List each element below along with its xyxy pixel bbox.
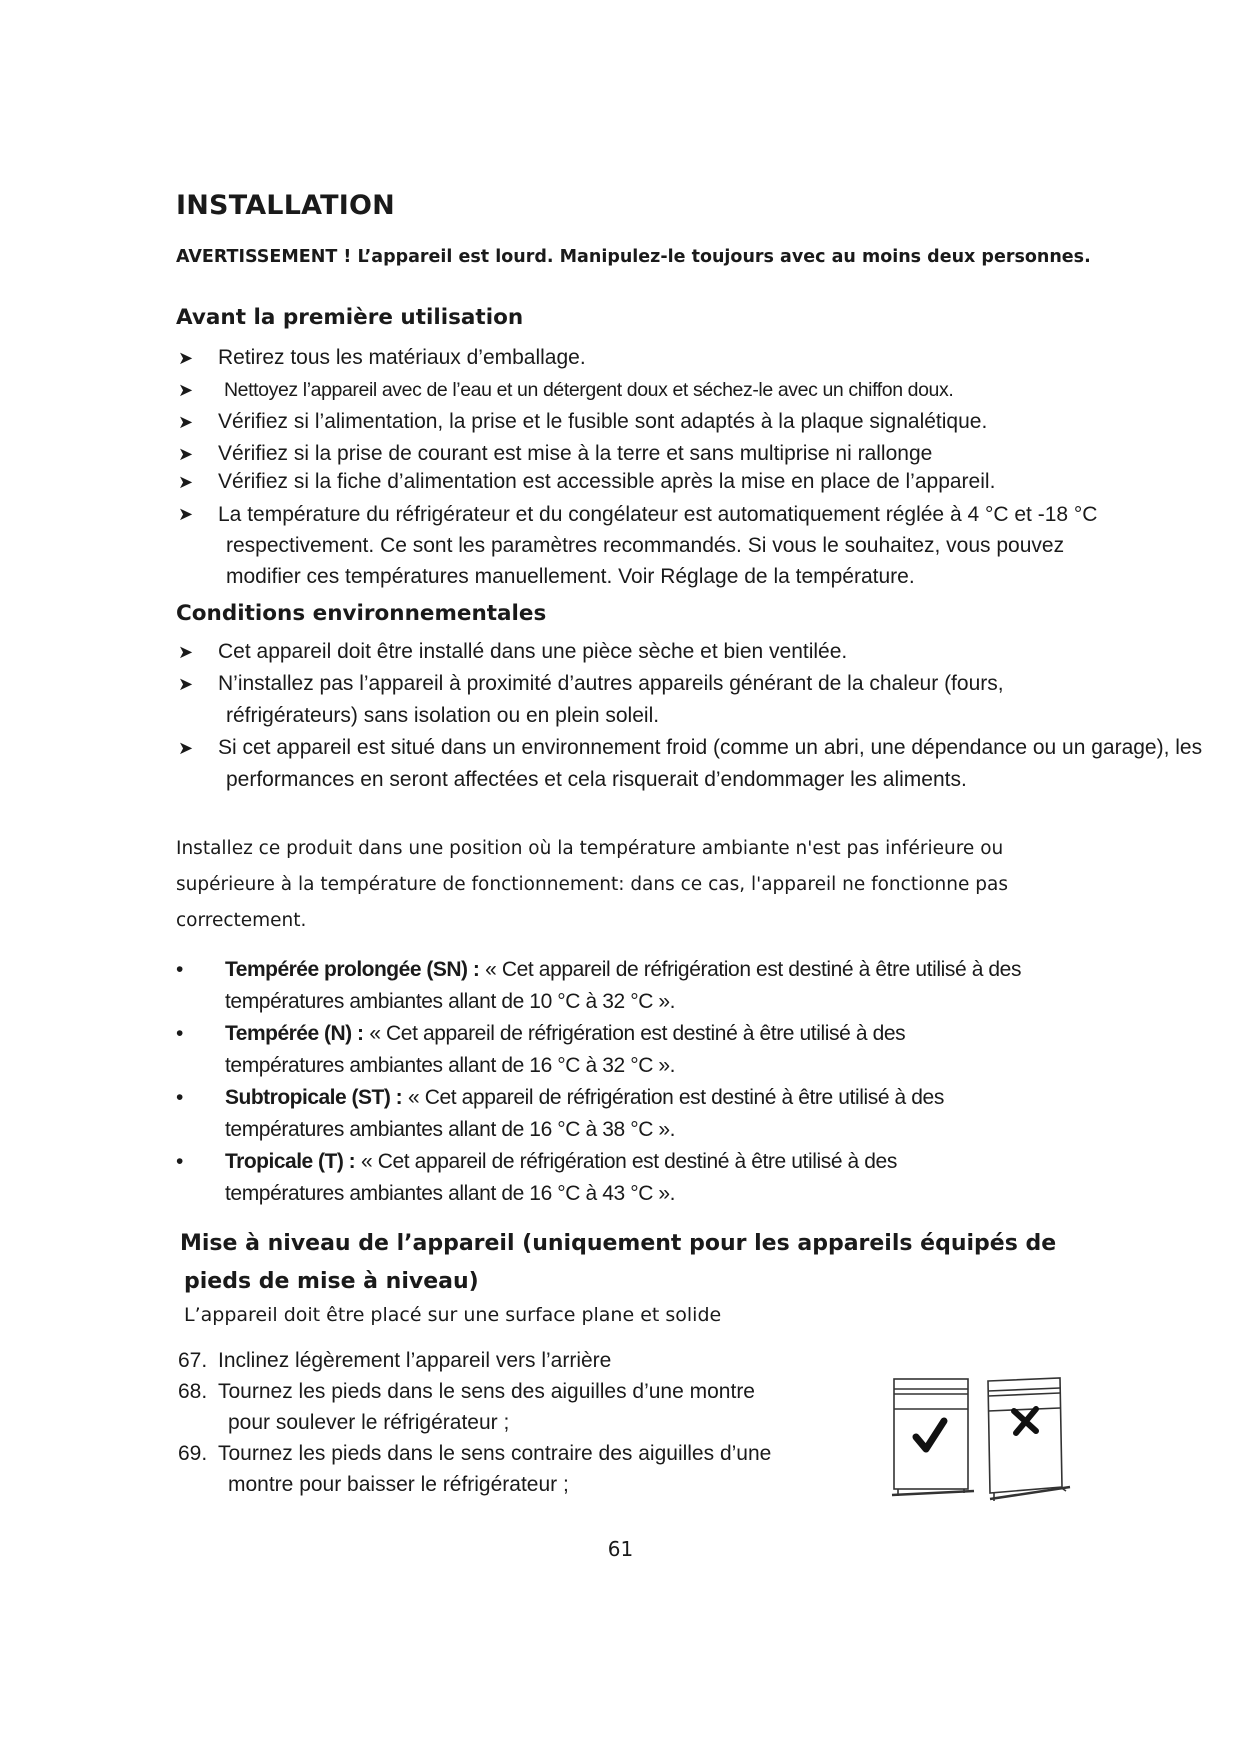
list-item: • Tempérée (N) : « Cet appareil de réfrigération est destiné à être utilisé à des températures ambiantes allant de 16 °C à 32 °C ». (176, 1018, 1015, 1082)
arrow-bullet-icon: ➤ (178, 674, 194, 694)
environment-list (176, 636, 1203, 796)
list-item: ➤ Vérifiez si la prise de courant est mise à la terre et sans multiprise ni rallonge (176, 440, 1156, 468)
list-item: 67. Inclinez légèrement l’appareil vers l’arrière (178, 1349, 612, 1372)
list-item: ➤ Cet appareil doit être installé dans une pièce sèche et bien ventilée. (176, 636, 1166, 668)
list-item: 68. Tournez les pieds dans le sens des aiguilles d’une montre pour soulever le réfrigérateur ; (178, 1380, 755, 1434)
arrow-bullet-icon: ➤ (178, 504, 194, 524)
bullet-dot-icon: • (176, 958, 184, 981)
list-item: • Tropicale (T) : « Cet appareil de réfrigération est destiné à être utilisé à des températures ambiantes allant de 16 °C à 43 °C ». (176, 1146, 1015, 1210)
leveling-note: L’appareil doit être placé sur une surface plane et solide (184, 1304, 722, 1326)
page-number: 61 (607, 1537, 634, 1561)
climate-class-list (176, 954, 1056, 1210)
bullet-dot-icon: • (176, 1086, 184, 1109)
list-item: ➤ Nettoyez l’appareil avec de l’eau et un détergent doux et séchez-le avec un chiffon doux. (176, 374, 1156, 406)
install-paragraph: Installez ce produit dans une position où la température ambiante n'est pas inférieure ou supérieure à la température de fonctionnement: dans ce cas, l'appareil ne fonctionne pas correctement. (176, 838, 1008, 931)
leveling-figure (890, 1375, 1080, 1505)
leveling-steps (178, 1345, 878, 1500)
section-heading-leveling: Mise à niveau de l’appareil (uniquement pour les appareils équipés de pieds de mise à niveau) (180, 1231, 1057, 1294)
page-title: INSTALLATION (176, 190, 395, 221)
list-item: • Tempérée prolongée (SN) : « Cet appareil de réfrigération est destiné à être utilisé à des températures ambiantes allant de 10 °C à 32 °C ». (176, 954, 1056, 1018)
arrow-bullet-icon: ➤ (178, 380, 193, 400)
arrow-bullet-icon: ➤ (178, 472, 194, 492)
arrow-bullet-icon: ➤ (178, 444, 194, 464)
bullet-dot-icon: • (176, 1150, 184, 1173)
before-use-list (176, 342, 1156, 592)
bullet-dot-icon: • (176, 1022, 184, 1045)
arrow-bullet-icon: ➤ (178, 642, 194, 662)
list-item: 69. Tournez les pieds dans le sens contraire des aiguilles d’une montre pour baisser le réfrigérateur ; (178, 1442, 772, 1496)
list-item: • Subtropicale (ST) : « Cet appareil de réfrigération est destiné à être utilisé à des températures ambiantes allant de 16 °C à 38 °C ». (176, 1082, 1065, 1146)
arrow-bullet-icon: ➤ (178, 348, 194, 368)
section-heading-before-use: Avant la première utilisation (176, 305, 524, 330)
list-item: ➤ Vérifiez si l’alimentation, la prise et le fusible sont adaptés à la plaque signalétique. (176, 406, 1156, 438)
list-item: ➤ Retirez tous les matériaux d’emballage. (176, 342, 1156, 374)
section-heading-environment: Conditions environnementales (176, 601, 547, 626)
arrow-bullet-icon: ➤ (178, 738, 194, 758)
list-item: ➤ La température du réfrigérateur et du congélateur est automatiquement réglée à 4 °C et -18 °C respectivement. Ce sont les paramètres recommandés. Si vous le souhaitez, vous pouvez modifier ces températures manuellement. Voir Réglage de la température. (176, 499, 1138, 592)
arrow-bullet-icon: ➤ (178, 412, 194, 432)
check-icon (916, 1421, 944, 1449)
cross-icon (1014, 1409, 1036, 1433)
list-item: ➤ Si cet appareil est situé dans un environnement froid (comme un abri, une dépendance ou un garage), les performances en seront affectées et cela risquerait d’endommager les aliments. (176, 732, 1203, 796)
warning-text: AVERTISSEMENT ! L’appareil est lourd. Manipulez-le toujours avec au moins deux personnes. (176, 247, 1091, 267)
fridge-tilted-drawing (988, 1378, 1070, 1501)
list-item: ➤ Vérifiez si la fiche d’alimentation est accessible après la mise en place de l’appareil. (176, 468, 1156, 496)
list-item: ➤ N’installez pas l’appareil à proximité d’autres appareils générant de la chaleur (fours, réfrigérateurs) sans isolation ou en plein soleil. (176, 668, 1138, 732)
